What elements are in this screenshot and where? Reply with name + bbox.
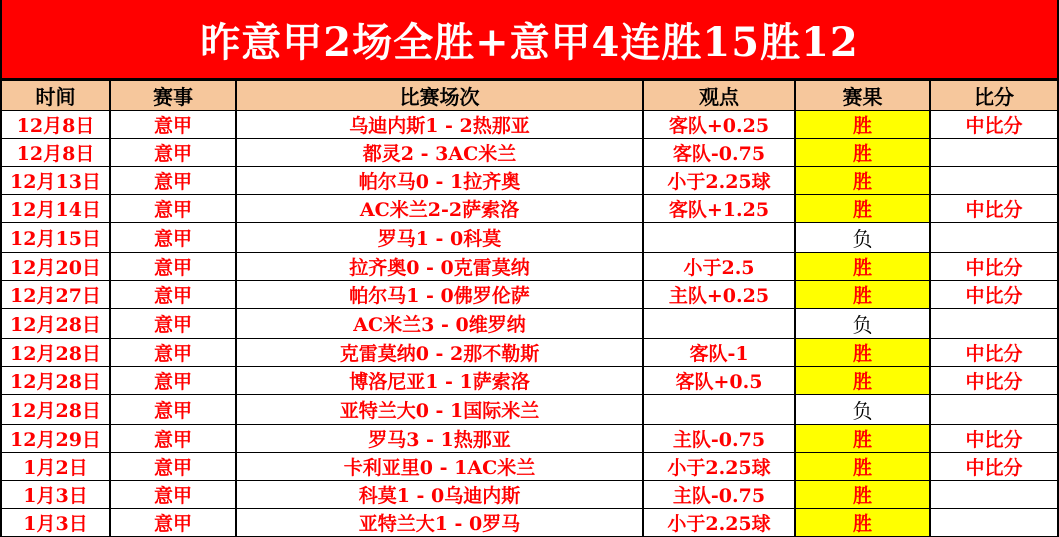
cell-view: 客队+0.25 bbox=[643, 111, 795, 139]
cell-date: 12月28日 bbox=[1, 339, 110, 367]
results-table bbox=[0, 80, 1059, 537]
cell-league: 意甲 bbox=[110, 139, 236, 167]
table-row bbox=[1, 111, 1058, 139]
promo-banner bbox=[0, 0, 1059, 80]
header-row bbox=[1, 81, 1058, 111]
table-row bbox=[1, 481, 1058, 509]
cell-view: 小于2.5 bbox=[643, 253, 795, 281]
cell-result: 胜 bbox=[795, 195, 930, 223]
cell-view: 小于2.25球 bbox=[643, 453, 795, 481]
cell-date: 12月20日 bbox=[1, 253, 110, 281]
table-row bbox=[1, 425, 1058, 453]
cell-view: 客队+1.25 bbox=[643, 195, 795, 223]
cell-score bbox=[930, 139, 1058, 167]
cell-score bbox=[930, 309, 1058, 339]
header-cell-result: 赛果 bbox=[795, 81, 930, 111]
cell-date: 1月3日 bbox=[1, 481, 110, 509]
cell-result: 胜 bbox=[795, 281, 930, 309]
cell-date: 12月28日 bbox=[1, 395, 110, 425]
cell-view: 客队-0.75 bbox=[643, 139, 795, 167]
cell-result: 胜 bbox=[795, 509, 930, 537]
cell-score: 中比分 bbox=[930, 281, 1058, 309]
cell-score: 中比分 bbox=[930, 339, 1058, 367]
cell-league: 意甲 bbox=[110, 481, 236, 509]
header-cell-view: 观点 bbox=[643, 81, 795, 111]
cell-date: 12月29日 bbox=[1, 425, 110, 453]
cell-match: 亚特兰大1 - 0罗马 bbox=[236, 509, 643, 537]
cell-match: 卡利亚里0 - 1AC米兰 bbox=[236, 453, 643, 481]
table-row bbox=[1, 367, 1058, 395]
table-row bbox=[1, 453, 1058, 481]
cell-result: 胜 bbox=[795, 481, 930, 509]
cell-match: 帕尔马1 - 0佛罗伦萨 bbox=[236, 281, 643, 309]
header-cell-date: 时间 bbox=[1, 81, 110, 111]
cell-result: 胜 bbox=[795, 167, 930, 195]
cell-league: 意甲 bbox=[110, 509, 236, 537]
cell-league: 意甲 bbox=[110, 281, 236, 309]
cell-view bbox=[643, 223, 795, 253]
cell-result: 胜 bbox=[795, 453, 930, 481]
cell-date: 12月28日 bbox=[1, 309, 110, 339]
table-row bbox=[1, 309, 1058, 339]
cell-date: 12月8日 bbox=[1, 139, 110, 167]
cell-score: 中比分 bbox=[930, 253, 1058, 281]
cell-match: 乌迪内斯1 - 2热那亚 bbox=[236, 111, 643, 139]
cell-view bbox=[643, 395, 795, 425]
cell-match: 博洛尼亚1 - 1萨索洛 bbox=[236, 367, 643, 395]
cell-match: 拉齐奥0 - 0克雷莫纳 bbox=[236, 253, 643, 281]
cell-score bbox=[930, 167, 1058, 195]
cell-match: AC米兰3 - 0维罗纳 bbox=[236, 309, 643, 339]
cell-league: 意甲 bbox=[110, 339, 236, 367]
cell-league: 意甲 bbox=[110, 425, 236, 453]
cell-view: 主队-0.75 bbox=[643, 481, 795, 509]
cell-date: 12月8日 bbox=[1, 111, 110, 139]
cell-result: 胜 bbox=[795, 425, 930, 453]
table-row bbox=[1, 339, 1058, 367]
cell-view: 客队-1 bbox=[643, 339, 795, 367]
cell-league: 意甲 bbox=[110, 167, 236, 195]
cell-date: 12月28日 bbox=[1, 367, 110, 395]
cell-league: 意甲 bbox=[110, 367, 236, 395]
cell-date: 1月3日 bbox=[1, 509, 110, 537]
cell-match: 都灵2 - 3AC米兰 bbox=[236, 139, 643, 167]
cell-result: 负 bbox=[795, 395, 930, 425]
cell-match: 亚特兰大0 - 1国际米兰 bbox=[236, 395, 643, 425]
cell-view: 小于2.25球 bbox=[643, 167, 795, 195]
cell-score: 中比分 bbox=[930, 367, 1058, 395]
cell-view: 小于2.25球 bbox=[643, 509, 795, 537]
cell-result: 胜 bbox=[795, 111, 930, 139]
table-row bbox=[1, 139, 1058, 167]
cell-score bbox=[930, 395, 1058, 425]
cell-date: 12月13日 bbox=[1, 167, 110, 195]
cell-league: 意甲 bbox=[110, 195, 236, 223]
cell-result: 负 bbox=[795, 309, 930, 339]
table-row bbox=[1, 167, 1058, 195]
cell-league: 意甲 bbox=[110, 453, 236, 481]
cell-match: 科莫1 - 0乌迪内斯 bbox=[236, 481, 643, 509]
header-cell-match: 比赛场次 bbox=[236, 81, 643, 111]
cell-league: 意甲 bbox=[110, 111, 236, 139]
cell-league: 意甲 bbox=[110, 223, 236, 253]
results-table-body bbox=[1, 111, 1058, 537]
header-cell-score: 比分 bbox=[930, 81, 1058, 111]
cell-date: 12月27日 bbox=[1, 281, 110, 309]
cell-result: 胜 bbox=[795, 139, 930, 167]
cell-league: 意甲 bbox=[110, 395, 236, 425]
cell-view bbox=[643, 309, 795, 339]
cell-league: 意甲 bbox=[110, 253, 236, 281]
cell-match: AC米兰2-2萨索洛 bbox=[236, 195, 643, 223]
table-row bbox=[1, 395, 1058, 425]
cell-score: 中比分 bbox=[930, 195, 1058, 223]
table-row bbox=[1, 195, 1058, 223]
cell-score: 中比分 bbox=[930, 453, 1058, 481]
cell-result: 胜 bbox=[795, 339, 930, 367]
table-row bbox=[1, 253, 1058, 281]
cell-match: 罗马1 - 0科莫 bbox=[236, 223, 643, 253]
cell-result: 胜 bbox=[795, 253, 930, 281]
cell-date: 12月14日 bbox=[1, 195, 110, 223]
cell-match: 罗马3 - 1热那亚 bbox=[236, 425, 643, 453]
cell-score bbox=[930, 509, 1058, 537]
table-row bbox=[1, 509, 1058, 537]
cell-date: 1月2日 bbox=[1, 453, 110, 481]
cell-score: 中比分 bbox=[930, 111, 1058, 139]
banner-title: 昨意甲2场全胜+意甲4连胜15胜12 bbox=[200, 18, 859, 66]
cell-score: 中比分 bbox=[930, 425, 1058, 453]
cell-score bbox=[930, 223, 1058, 253]
cell-view: 主队+0.25 bbox=[643, 281, 795, 309]
cell-result: 负 bbox=[795, 223, 930, 253]
header-cell-league: 赛事 bbox=[110, 81, 236, 111]
table-row bbox=[1, 281, 1058, 309]
cell-score bbox=[930, 481, 1058, 509]
cell-view: 客队+0.5 bbox=[643, 367, 795, 395]
cell-view: 主队-0.75 bbox=[643, 425, 795, 453]
cell-date: 12月15日 bbox=[1, 223, 110, 253]
cell-result: 胜 bbox=[795, 367, 930, 395]
cell-match: 克雷莫纳0 - 2那不勒斯 bbox=[236, 339, 643, 367]
cell-league: 意甲 bbox=[110, 309, 236, 339]
table-row bbox=[1, 223, 1058, 253]
cell-match: 帕尔马0 - 1拉齐奥 bbox=[236, 167, 643, 195]
